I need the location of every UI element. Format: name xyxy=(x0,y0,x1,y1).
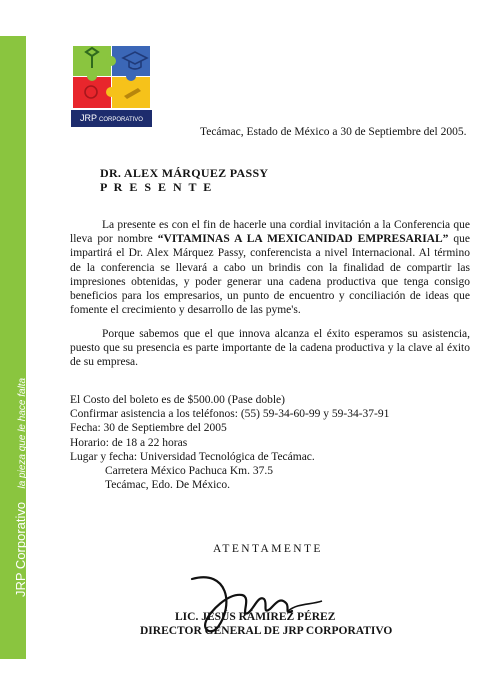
detail-date: Fecha: 30 de Septiembre del 2005 xyxy=(70,422,227,435)
paragraph-closing: Porque sabemos que el que innova alcanza el éxito esperamos su asistencia, puesto que su presencia es parte importante de la cadena productiva y la clave al éxito de su empresa. xyxy=(70,328,470,369)
event-details xyxy=(70,393,389,492)
detail-cost: El Costo del boleto es de $500.00 (Pase doble) xyxy=(70,394,285,406)
recipient-presente: P R E S E N T E xyxy=(100,180,214,194)
signer-title: DIRECTOR GENERAL DE JRP CORPORATIVO xyxy=(140,625,393,637)
logo-suffix: CORPORATIVO xyxy=(99,117,143,123)
closing-atentamente: ATENTAMENTE xyxy=(213,543,323,555)
detail-address-1: Carretera México Pachuca Km. 37.5 xyxy=(105,464,273,477)
letter-date: Tecámac, Estado de México a 30 de Septiembre del 2005. xyxy=(200,126,467,138)
detail-address-2: Tecámac, Edo. De México. xyxy=(105,479,231,492)
invitation-text-end: que impartirá el Dr. Alex Márquez Passy, conferencista a nivel Internacional. Al término de la conferencia se llevará a cabo un brindis con la finalidad de compartir las impresiones obtenidas, y poder generar una cadena productiva que tenga consigo beneficios para los empresarios, un punto de encuentro y conciliación de ideas que fomente el crecimiento y desarrollo de las pyme's. xyxy=(70,233,470,317)
logo-name: JRP xyxy=(80,113,98,123)
signer-name: LIC. JESÚS RÁMIREZ PÉREZ xyxy=(175,611,336,623)
detail-phones: Confirmar asistencia a los teléfonos: (55) 59-34-60-99 y 59-34-37-91 xyxy=(70,408,390,421)
detail-time: Horario: de 18 a 22 horas xyxy=(70,436,188,449)
paragraph-invitation xyxy=(70,218,470,317)
recipient-name: DR. ALEX MÁRQUEZ PASSY xyxy=(100,166,269,180)
detail-place: Lugar y fecha: Universidad Tecnológica de Tecámac. xyxy=(70,450,315,463)
sidebar-brand: JRP Corporativo xyxy=(13,501,28,597)
sidebar-tagline: la pieza que le hace falta xyxy=(17,377,28,489)
invitation-text-start: La presente es con el fin de hacerle una cordial invitación a la Conferencia que lleva por nombre xyxy=(70,219,470,246)
event-name: “VITAMINAS A LA MEXICANIDAD EMPRESARIAL” xyxy=(157,233,449,246)
